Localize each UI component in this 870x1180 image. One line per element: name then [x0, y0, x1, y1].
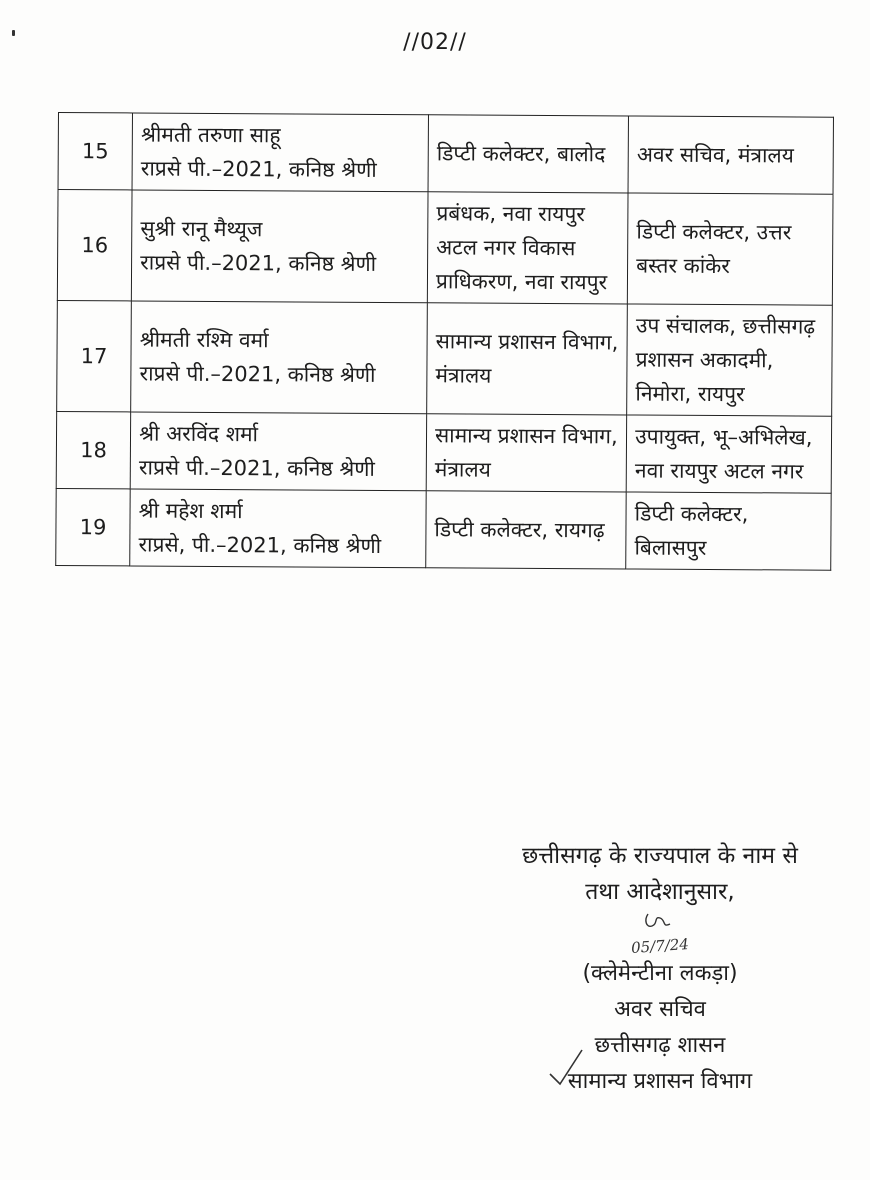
service-batch: राप्रसे पी.–2021, कनिष्ठ श्रेणी [140, 250, 377, 276]
service-batch: राप्रसे, पी.–2021, कनिष्ठ श्रेणी [138, 532, 382, 558]
new-posting-cell [626, 492, 831, 570]
officer-name: श्री महेश शर्मा [138, 498, 243, 524]
service-batch: राप्रसे पी.–2021, कनिष्ठ श्रेणी [140, 156, 377, 182]
authority-line: छत्तीसगढ़ के राज्यपाल के नाम से [522, 843, 798, 869]
officer-name: श्री अरविंद शर्मा [139, 421, 259, 447]
government-name: छत्तीसगढ़ शासन [594, 1033, 726, 1058]
serial-number-cell [57, 190, 132, 301]
table-row [56, 411, 831, 493]
current-posting: प्रबंधक, नवा रायपुर अटल नगर विकास प्राधिकरण, नवा रायपुर [435, 201, 608, 295]
current-posting: डिप्टी कलेक्टर, बालोद [436, 141, 606, 167]
current-posting-cell [427, 192, 628, 304]
current-posting: डिप्टी कलेक्टर, रायगढ़ [434, 517, 605, 543]
serial-number: 19 [79, 515, 107, 540]
new-posting: डिप्टी कलेक्टर, बिलासपुर [634, 501, 749, 560]
current-posting-cell [427, 303, 628, 415]
current-posting-cell [428, 115, 629, 193]
order-line: तथा आदेशानुसार, [585, 879, 735, 905]
new-posting-cell [628, 116, 833, 194]
officer-cell [130, 412, 426, 491]
serial-number: 15 [81, 139, 109, 164]
current-posting: सामान्य प्रशासन विभाग, मंत्रालय [434, 423, 618, 482]
new-posting: अवर सचिव, मंत्रालय [636, 142, 794, 168]
table-row [57, 300, 833, 416]
new-posting-cell [626, 415, 831, 493]
officer-cell [130, 489, 426, 568]
serial-number-cell [56, 411, 131, 488]
signature-block [480, 838, 840, 1100]
officer-cell [132, 113, 428, 192]
new-posting: उप संचालक, छत्तीसगढ़ प्रशासन अकादमी, निमोरा, रायपुर [635, 313, 816, 407]
current-posting-cell [426, 414, 627, 492]
table-row [56, 488, 831, 570]
serial-number-cell [58, 113, 133, 190]
current-posting: सामान्य प्रशासन विभाग, मंत्रालय [435, 329, 619, 388]
new-posting: उपायुक्त, भू–अभिलेख, नवा रायपुर अटल नगर [634, 424, 813, 484]
serial-number-cell [57, 300, 132, 411]
serial-number-cell [56, 488, 131, 565]
new-posting-cell [627, 304, 833, 416]
page-number: //02// [403, 30, 467, 55]
service-batch: राप्रसे पी.–2021, कनिष्ठ श्रेणी [138, 455, 375, 481]
serial-number: 16 [81, 233, 109, 258]
tick-mark-icon [546, 1048, 586, 1088]
current-posting-cell [426, 491, 627, 569]
officer-cell [131, 301, 428, 414]
handwritten-date: 05/7/24 [630, 935, 690, 957]
officer-cell [131, 190, 428, 303]
signature-scribble [630, 910, 690, 932]
service-batch: राप्रसे पी.–2021, कनिष्ठ श्रेणी [139, 361, 376, 387]
officer-name: श्रीमती रश्मि वर्मा [139, 327, 269, 353]
department-name [568, 1064, 752, 1100]
serial-number: 18 [80, 438, 107, 463]
new-posting-cell [627, 193, 833, 305]
serial-number: 17 [80, 344, 108, 369]
transfer-table [55, 112, 834, 571]
new-posting: डिप्टी कलेक्टर, उत्तर बस्तर कांकेर [636, 219, 792, 279]
department-label: सामान्य प्रशासन विभाग [567, 1069, 753, 1094]
officer-name: (क्लेमेन्टीना लकड़ा) [582, 961, 738, 986]
table-row [58, 113, 833, 195]
officer-name: सुश्री रानू मैथ्यूज [140, 216, 263, 242]
officer-designation: अवर सचिव [614, 997, 706, 1022]
table-row [57, 190, 833, 306]
officer-name: श्रीमती तरुणा साहू [140, 122, 281, 148]
